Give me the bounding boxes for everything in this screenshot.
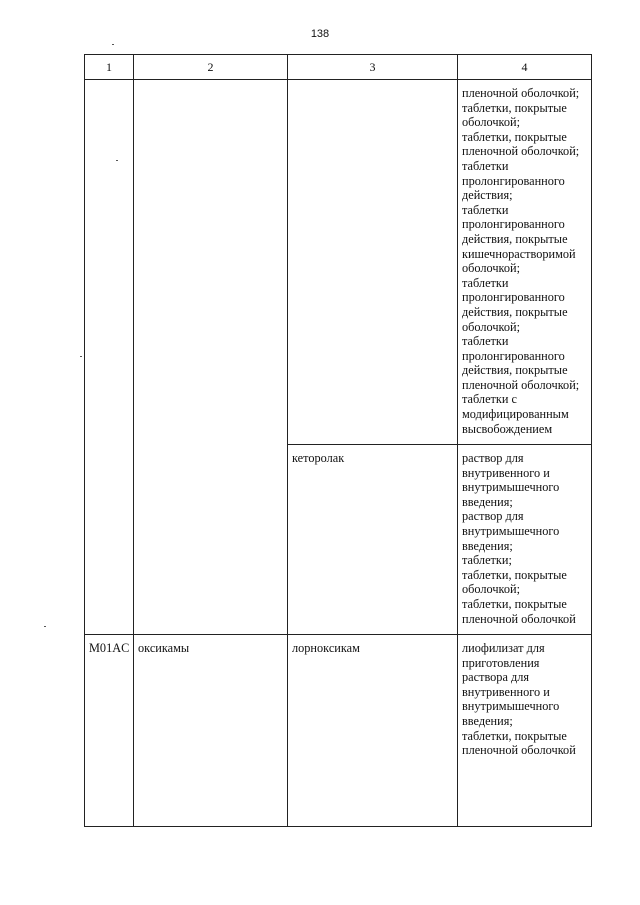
dosage-form-line: введения; — [462, 713, 513, 728]
dosage-form-line: внутримышечного — [462, 523, 560, 538]
scan-speck — [112, 44, 114, 45]
atc-code-cell: M01AC — [85, 635, 134, 827]
column-header: 4 — [458, 55, 592, 80]
dosage-form-line: таблетки, покрытые — [462, 596, 567, 611]
dosage-form-line: раствор для — [462, 509, 524, 524]
dosage-form-line: приготовления — [462, 655, 540, 670]
dosage-form-line: внутривенного и — [462, 684, 550, 699]
page-number: 138 — [310, 28, 330, 40]
dosage-form-line: пленочной оболочкой; — [462, 144, 580, 159]
dosage-forms-list — [462, 86, 587, 436]
dosage-form-line: таблетки, покрытые — [462, 567, 567, 582]
dosage-form-line: пленочной оболочкой; — [462, 377, 580, 392]
dosage-form-line: оболочкой; — [462, 261, 521, 276]
dosage-forms-list — [462, 451, 587, 626]
dosage-forms-list — [462, 641, 587, 758]
dosage-form-line: таблетки — [462, 334, 509, 349]
dosage-form-line: модифицированным — [462, 407, 569, 422]
dosage-form-line: таблетки, покрытые — [462, 129, 567, 144]
dosage-form-line: раствора для — [462, 670, 530, 685]
dosage-form-line: введения; — [462, 494, 513, 509]
dosage-form-line: внутримышечного — [462, 699, 560, 714]
dosage-form-line: действия, покрытые — [462, 363, 568, 378]
drug-name-cell — [288, 80, 458, 445]
dosage-form-line: пленочной оболочкой; — [462, 86, 580, 100]
medicines-table — [84, 54, 592, 827]
dosage-form-line: действия, покрытые — [462, 231, 568, 246]
dosage-form-line: оболочкой; — [462, 582, 521, 597]
dosage-form-line: оболочкой; — [462, 319, 521, 334]
dosage-form-line: действия; — [462, 188, 513, 203]
dosage-form-line: внутривенного и — [462, 465, 550, 480]
table-row — [85, 80, 592, 445]
drug-name-cell: лорноксикам — [288, 635, 458, 827]
dosage-form-line: внутримышечного — [462, 480, 560, 495]
column-header: 3 — [288, 55, 458, 80]
dosage-forms-cell — [458, 635, 592, 827]
column-header: 2 — [134, 55, 288, 80]
dosage-form-line: введения; — [462, 538, 513, 553]
dosage-form-line: таблетки; — [462, 553, 512, 568]
dosage-form-line: действия, покрытые — [462, 304, 568, 319]
dosage-form-line: таблетки, покрытые — [462, 728, 567, 743]
dosage-form-line: таблетки с — [462, 392, 517, 407]
dosage-form-line: пролонгированного — [462, 290, 565, 305]
dosage-form-line: раствор для — [462, 451, 524, 465]
table-row — [85, 635, 592, 827]
drug-name-cell: кеторолак — [288, 445, 458, 635]
table-header-row — [85, 55, 592, 80]
dosage-form-line: лиофилизат для — [462, 641, 545, 655]
dosage-form-line: таблетки, покрытые — [462, 100, 567, 115]
column-header: 1 — [85, 55, 134, 80]
group-name-cell: оксикамы — [134, 635, 288, 827]
dosage-form-line: таблетки — [462, 275, 509, 290]
dosage-forms-cell — [458, 445, 592, 635]
dosage-form-line: высвобождением — [462, 421, 553, 436]
dosage-form-line: пролонгированного — [462, 173, 565, 188]
group-name-cell — [134, 80, 288, 635]
dosage-form-line: кишечнорастворимой — [462, 246, 576, 261]
scan-speck — [44, 626, 46, 627]
dosage-form-line: оболочкой; — [462, 115, 521, 130]
dosage-form-line: пленочной оболочкой — [462, 743, 576, 758]
scan-speck — [80, 356, 82, 357]
dosage-form-line: таблетки — [462, 202, 509, 217]
atc-code-cell — [85, 80, 134, 635]
dosage-form-line: пролонгированного — [462, 348, 565, 363]
dosage-form-line: пролонгированного — [462, 217, 565, 232]
dosage-form-line: пленочной оболочкой — [462, 611, 576, 626]
dosage-forms-cell — [458, 80, 592, 445]
dosage-form-line: таблетки — [462, 158, 509, 173]
